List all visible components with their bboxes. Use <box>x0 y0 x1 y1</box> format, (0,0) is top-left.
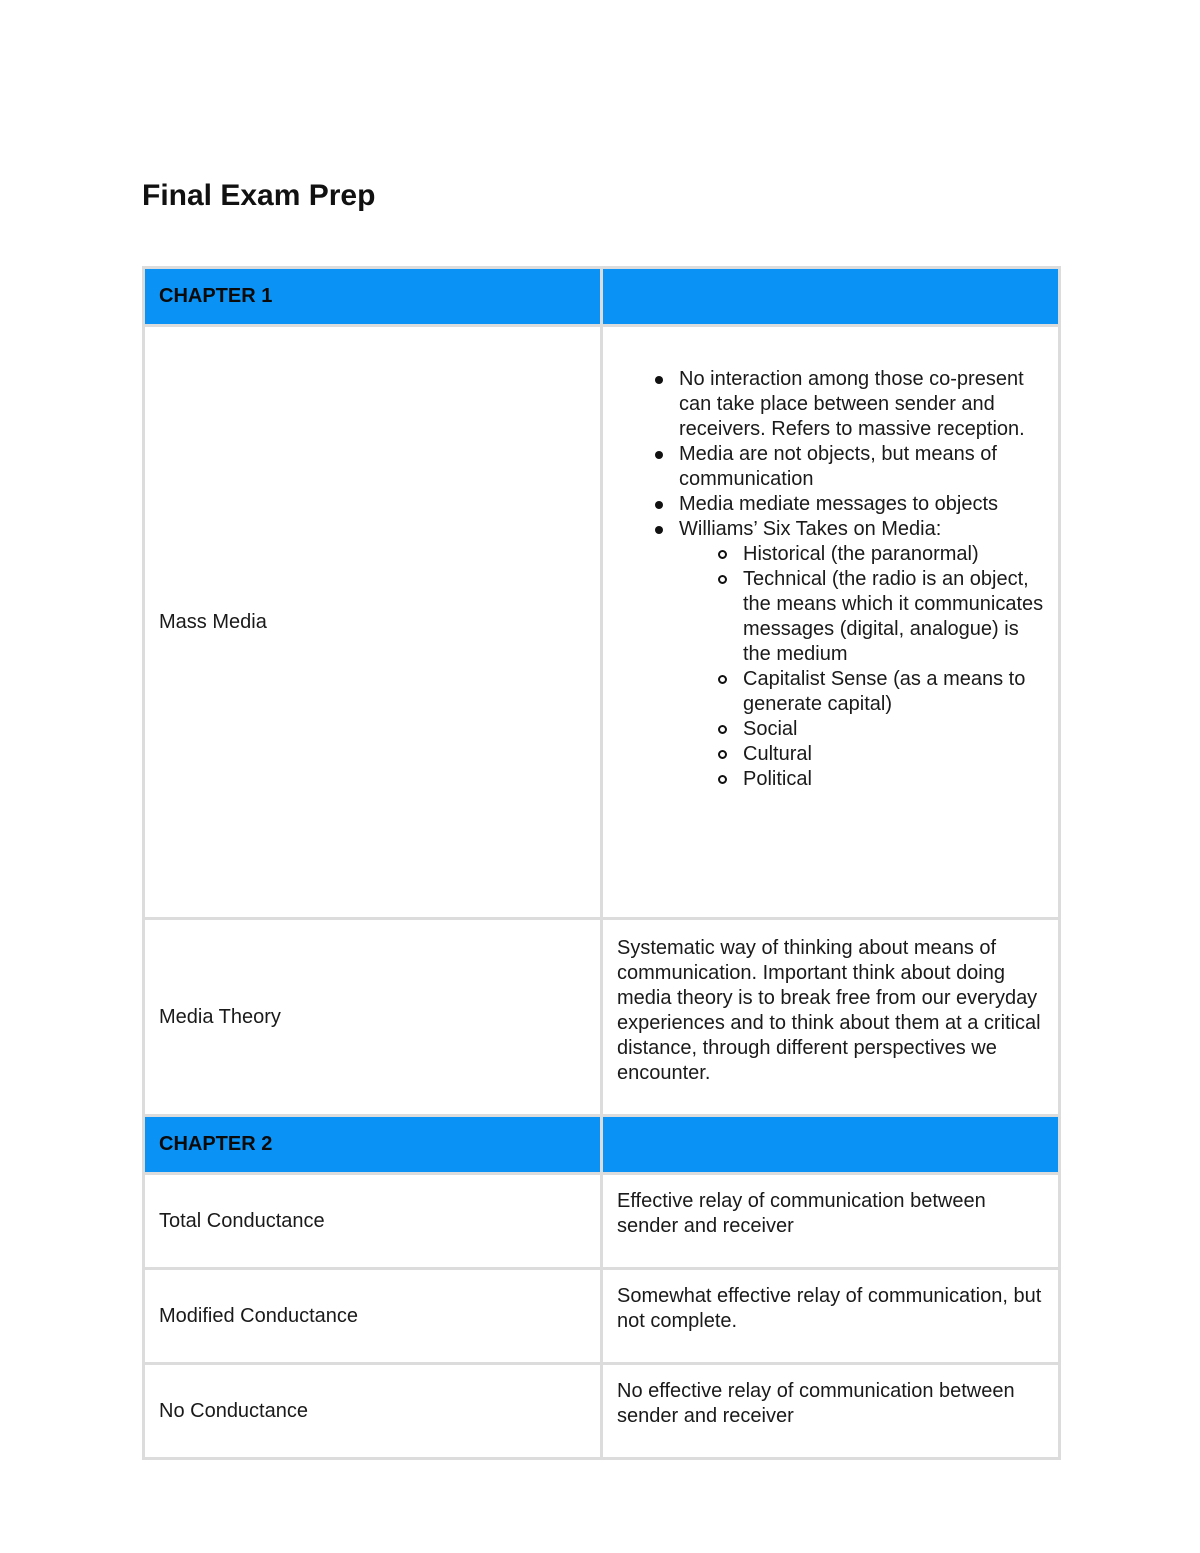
term-cell: Total Conductance <box>144 1174 602 1269</box>
sub-list-item: Technical (the radio is an object, the means which it communicates messages (digital, analogue) is the medium <box>743 567 1046 667</box>
list-item-text: Williams’ Six Takes on Media: <box>679 518 942 540</box>
table-row <box>144 326 1060 919</box>
bullet-list <box>617 367 1046 792</box>
table-continuation-row <box>144 1459 1060 1461</box>
definition-cell: No effective relay of communication between sender and receiver <box>602 1364 1060 1459</box>
chapter-header-empty-cell <box>602 268 1060 326</box>
table-row <box>144 1364 1060 1459</box>
sub-list-item: Historical (the paranormal) <box>743 542 1046 567</box>
sub-list-item: Political <box>743 767 1046 792</box>
definition-cell: Systematic way of thinking about means of communication. Important think about doing media theory is to break free from our everyday experiences and to think about them at a critical distance, through different perspectives we encounter. <box>602 919 1060 1116</box>
table-row <box>144 919 1060 1116</box>
table-row <box>144 1269 1060 1364</box>
term-cell: Modified Conductance <box>144 1269 602 1364</box>
sub-list-item: Social <box>743 717 1046 742</box>
table-row <box>144 1174 1060 1269</box>
definition-cell: Somewhat effective relay of communication, but not complete. <box>602 1269 1060 1364</box>
study-notes-table <box>142 266 1061 1460</box>
chapter-header-row <box>144 1116 1060 1174</box>
sub-bullet-list <box>679 542 1046 792</box>
chapter-1-heading: CHAPTER 1 <box>144 268 602 326</box>
chapter-header-empty-cell <box>602 1116 1060 1174</box>
chapter-header-row <box>144 268 1060 326</box>
continuation-cell <box>602 1459 1060 1461</box>
sub-list-item: Cultural <box>743 742 1046 767</box>
term-cell: Mass Media <box>144 326 602 919</box>
term-cell: No Conductance <box>144 1364 602 1459</box>
list-item: Media mediate messages to objects <box>679 492 1046 517</box>
list-item: Media are not objects, but means of communication <box>679 442 1046 492</box>
page-title: Final Exam Prep <box>142 179 376 212</box>
list-item: No interaction among those co-present can take place between sender and receivers. Refers to massive reception. <box>679 367 1046 442</box>
term-cell: Media Theory <box>144 919 602 1116</box>
chapter-2-heading: CHAPTER 2 <box>144 1116 602 1174</box>
sub-list-item: Capitalist Sense (as a means to generate capital) <box>743 667 1046 717</box>
continuation-cell <box>144 1459 602 1461</box>
definition-cell <box>602 326 1060 919</box>
definition-cell: Effective relay of communication between sender and receiver <box>602 1174 1060 1269</box>
list-item-with-sublist <box>679 517 1046 792</box>
